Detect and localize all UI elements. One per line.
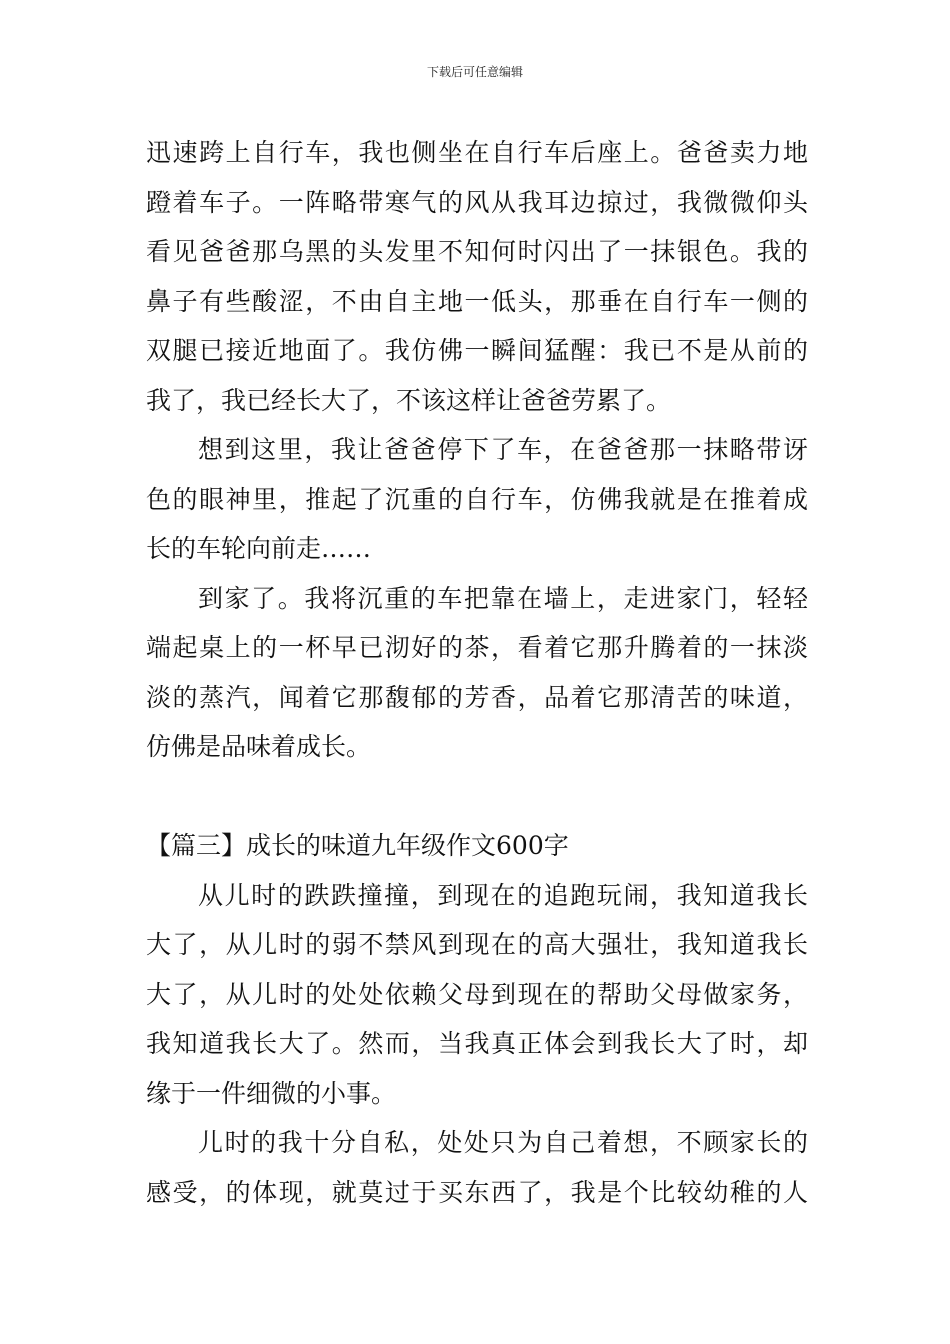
paragraph-line: 双腿已接近地面了。我仿佛一瞬间猛醒：我已不是从前的 xyxy=(146,336,808,365)
paragraph-line: 淡的蒸汽，闻着它那馥郁的芳香，品着它那清苦的味道， xyxy=(146,682,808,712)
section-heading: 【篇三】成长的味道九年级作文600字 xyxy=(146,831,569,860)
paragraph-line: 大了，从儿时的处处依赖父母到现在的帮助父母做家务， xyxy=(146,979,808,1009)
section-gap xyxy=(146,772,808,822)
paragraph-line: 色的眼神里，推起了沉重的自行车，仿佛我就是在推着成 xyxy=(146,484,808,514)
paragraph-line: 鼻子有些酸涩，不由自主地一低头，那垂在自行车一侧的 xyxy=(146,286,808,316)
paragraph-line: 想到这里，我让爸爸停下了车，在爸爸那一抹略带讶 xyxy=(198,435,808,464)
paragraph-line: 看见爸爸那乌黑的头发里不知何时闪出了一抹银色。我的 xyxy=(146,237,808,266)
page-header: 下载后可任意编辑 xyxy=(426,65,523,79)
paragraph-line: 长的车轮向前走…… xyxy=(146,534,372,563)
paragraph-line: 大了，从儿时的弱不禁风到现在的高大强壮，我知道我长 xyxy=(146,930,808,959)
paragraph-line: 儿时的我十分自私，处处只为自己着想，不顾家长的 xyxy=(198,1128,808,1157)
paragraph-line: 蹬着车子。一阵略带寒气的风从我耳边掠过，我微微仰头 xyxy=(146,187,808,217)
paragraph-line: 到家了。我将沉重的车把靠在墙上，走进家门，轻轻 xyxy=(198,583,808,613)
paragraph-line: 感受，的体现，就莫过于买东西了，我是个比较幼稚的人 xyxy=(146,1177,808,1207)
paragraph-line: 我知道我长大了。然而，当我真正体会到我长大了时，却 xyxy=(146,1029,808,1058)
paragraph-line: 端起桌上的一杯早已沏好的茶，看着它那升腾着的一抹淡 xyxy=(146,633,808,662)
paragraph-line: 迅速跨上自行车，我也侧坐在自行车后座上。爸爸卖力地 xyxy=(146,138,808,167)
paragraph-line: 我了，我已经长大了，不该这样让爸爸劳累了。 xyxy=(146,385,672,415)
document-body xyxy=(146,128,808,1217)
paragraph-line: 仿佛是品味着成长。 xyxy=(146,732,372,761)
paragraph-line: 缘于一件细微的小事。 xyxy=(146,1078,397,1108)
paragraph-line: 从儿时的跌跌撞撞，到现在的追跑玩闹，我知道我长 xyxy=(198,880,808,910)
